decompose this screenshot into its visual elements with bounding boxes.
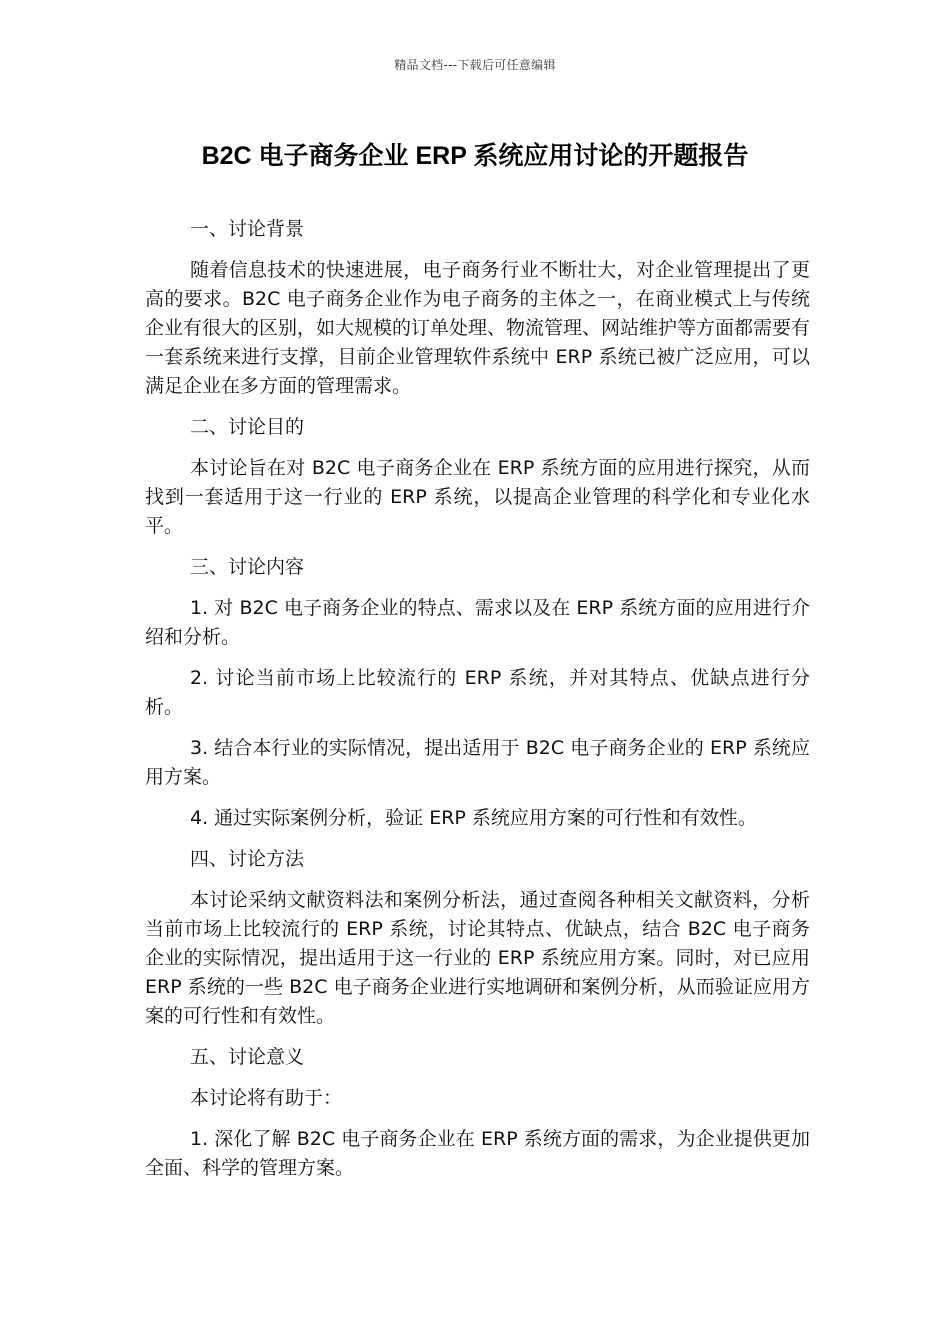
section-heading-method: 四、讨论方法 (190, 848, 305, 870)
header-note: 精品文档---下载后可任意编辑 (394, 58, 556, 72)
content-item-3: 3. 结合本行业的实际情况，提出适用于 B2C 电子商务企业的 ERP 系统应用方案。 (145, 737, 810, 788)
content-item-4: 4. 通过实际案例分析，验证 ERP 系统应用方案的可行性和有效性。 (190, 807, 757, 829)
section-heading-significance: 五、讨论意义 (190, 1046, 305, 1068)
significance-item-1: 1. 深化了解 B2C 电子商务企业在 ERP 系统方面的需求，为企业提供更加全面、科学的管理方案。 (145, 1128, 810, 1179)
section-heading-content: 三、讨论内容 (190, 556, 305, 578)
section-heading-purpose: 二、讨论目的 (190, 416, 305, 438)
section-heading-background: 一、讨论背景 (190, 218, 305, 240)
document-title: B2C 电子商务企业 ERP 系统应用讨论的开题报告 (201, 142, 749, 170)
content-item-1: 1. 对 B2C 电子商务企业的特点、需求以及在 ERP 系统方面的应用进行介绍和分析。 (145, 597, 810, 648)
background-paragraph: 随着信息技术的快速进展，电子商务行业不断壮大，对企业管理提出了更高的要求。B2C 电子商务企业作为电子商务的主体之一，在商业模式上与传统企业有很大的区别，如大规模的订单处理、物流管理、网站维护等方面都需要有一套系统来进行支撑，目前企业管理软件系统中 ERP 系统已被广泛应用，可以满足企业在多方面的管理需求。 (145, 259, 811, 397)
purpose-paragraph: 本讨论旨在对 B2C 电子商务企业在 ERP 系统方面的应用进行探究，从而找到一套适用于这一行业的 ERP 系统，以提高企业管理的科学化和专业化水平。 (145, 457, 810, 537)
method-paragraph: 本讨论采纳文献资料法和案例分析法，通过查阅各种相关文献资料，分析当前市场上比较流行的 ERP 系统，讨论其特点、优缺点，结合 B2C 电子商务企业的实际情况，提出适用于这一行业的 ERP 系统应用方案。同时，对已应用 ERP 系统的一些 B2C 电子商务企业进行实地调研和案例分析，从而验证应用方案的可行性和有效性。 (145, 889, 810, 1027)
document-body (145, 215, 810, 1195)
content-item-2: 2. 讨论当前市场上比较流行的 ERP 系统，并对其特点、优缺点进行分析。 (145, 667, 810, 718)
significance-intro: 本讨论将有助于： (190, 1087, 343, 1109)
